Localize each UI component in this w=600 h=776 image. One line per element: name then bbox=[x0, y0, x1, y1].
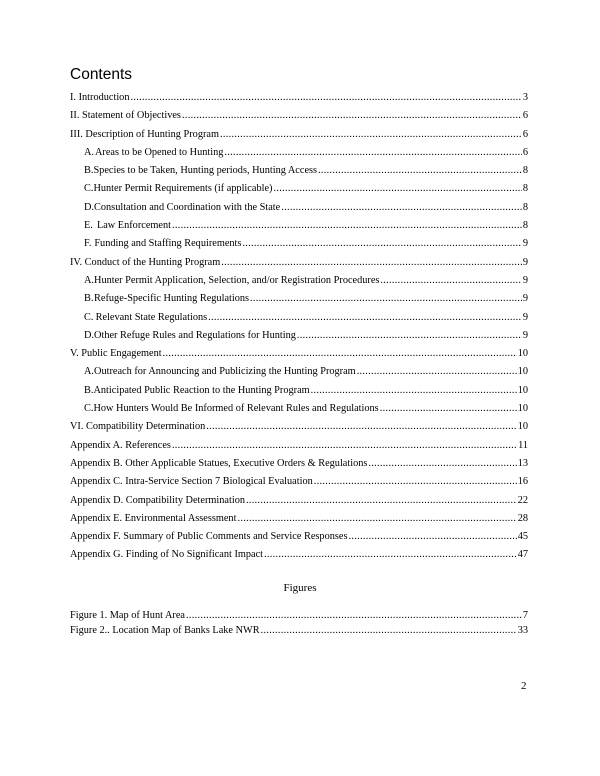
toc-entry-title: VI. Compatibility Determination bbox=[70, 421, 206, 433]
toc-entry-page: 47 bbox=[517, 549, 528, 561]
toc-entry-letter: E. bbox=[84, 220, 93, 232]
dot-leader bbox=[224, 144, 521, 162]
dot-leader bbox=[264, 546, 517, 564]
toc-entry[interactable] bbox=[70, 254, 528, 272]
dot-leader bbox=[206, 418, 516, 436]
dot-leader bbox=[246, 492, 517, 510]
toc-entry[interactable] bbox=[70, 162, 528, 180]
toc-entry-title: IV. Conduct of the Hunting Program bbox=[70, 256, 221, 268]
figures-heading: Figures bbox=[283, 582, 317, 594]
toc-entry-title: Consultation and Coordination with the State bbox=[94, 201, 281, 213]
page-number: 2 bbox=[521, 680, 527, 692]
dot-leader bbox=[220, 126, 522, 144]
dot-leader bbox=[357, 363, 517, 381]
dot-leader bbox=[182, 107, 522, 125]
toc-entry-page: 6 bbox=[522, 146, 528, 158]
dot-leader bbox=[380, 272, 521, 290]
toc-entry-title: How Hunters Would Be Informed of Relevant Rules and Regulations bbox=[93, 403, 379, 415]
toc-entry[interactable] bbox=[70, 180, 528, 198]
dot-leader bbox=[281, 199, 522, 217]
toc-entry-title: Species to be Taken, Hunting periods, Hunting Access bbox=[93, 165, 318, 177]
toc-entry-title: Appendix E. Environmental Assessment bbox=[70, 512, 237, 524]
toc-entry-title: Figure 1. Map of Hunt Area bbox=[70, 610, 185, 621]
toc-entry-title: Appendix B. Other Applicable Statues, Executive Orders & Regulations bbox=[70, 457, 368, 469]
toc-entry[interactable] bbox=[70, 272, 528, 290]
dot-leader bbox=[250, 290, 522, 308]
toc-entry[interactable] bbox=[70, 345, 528, 363]
toc-entry-letter: A. bbox=[84, 146, 95, 158]
dot-leader bbox=[297, 327, 522, 345]
toc-entry[interactable] bbox=[70, 510, 528, 528]
dot-leader bbox=[311, 382, 517, 400]
toc-entry-letter: D. bbox=[84, 201, 95, 213]
toc-entry-letter: B. bbox=[84, 293, 94, 305]
toc-entry-letter: A. bbox=[84, 274, 95, 286]
dot-leader bbox=[348, 528, 516, 546]
toc-entry-page: 28 bbox=[517, 512, 528, 524]
toc-entry-page: 11 bbox=[518, 439, 528, 451]
contents-heading: Contents bbox=[70, 66, 133, 83]
dot-leader bbox=[318, 162, 522, 180]
dot-leader bbox=[242, 235, 521, 253]
figure-entry[interactable] bbox=[70, 609, 528, 624]
toc-entry-title: Areas to be Opened to Hunting bbox=[95, 146, 224, 158]
dot-leader bbox=[186, 609, 522, 624]
toc-entry[interactable] bbox=[70, 455, 528, 473]
toc-entry-page: 3 bbox=[522, 92, 528, 103]
toc-entry-title: Appendix G. Finding of No Significant Impact bbox=[70, 549, 264, 561]
toc-entry-letter: C. bbox=[84, 403, 94, 415]
dot-leader bbox=[172, 437, 517, 455]
toc-entry-page: 10 bbox=[517, 366, 528, 378]
toc-entry[interactable] bbox=[70, 327, 528, 345]
toc-entry[interactable] bbox=[70, 217, 528, 235]
toc-entry-letter: F. bbox=[84, 238, 92, 250]
toc-entry[interactable] bbox=[70, 363, 528, 381]
toc-entry-letter: B. bbox=[84, 165, 94, 177]
list-of-figures bbox=[70, 609, 528, 638]
toc-entry-page: 8 bbox=[522, 201, 528, 213]
toc-entry-page: 9 bbox=[522, 293, 528, 305]
toc-entry-page: 33 bbox=[517, 624, 528, 636]
dot-leader bbox=[208, 309, 522, 327]
toc-entry-title: I. Introduction bbox=[70, 92, 130, 103]
toc-entry[interactable] bbox=[70, 382, 528, 400]
toc-entry[interactable] bbox=[70, 546, 528, 564]
toc-entry[interactable] bbox=[70, 437, 528, 455]
toc-entry-title: Appendix A. References bbox=[70, 439, 171, 451]
dot-leader bbox=[380, 400, 517, 418]
toc-entry-title: Anticipated Public Reaction to the Hunting Program bbox=[93, 384, 310, 396]
toc-entry-title: Appendix F. Summary of Public Comments and Service Responses bbox=[70, 531, 348, 543]
toc-entry-letter: D. bbox=[84, 329, 95, 341]
toc-entry[interactable] bbox=[70, 89, 528, 107]
toc-entry[interactable] bbox=[70, 473, 528, 491]
dot-leader bbox=[368, 455, 516, 473]
dot-leader bbox=[273, 180, 521, 198]
toc-entry-title: Outreach for Announcing and Publicizing the Hunting Program bbox=[94, 366, 356, 378]
toc-entry-title: Appendix D. Compatibility Determination bbox=[70, 494, 246, 506]
toc-entry[interactable] bbox=[70, 144, 528, 162]
toc-entry-letter: A. bbox=[84, 366, 95, 378]
toc-entry[interactable] bbox=[70, 492, 528, 510]
toc-entry-title: Refuge-Specific Hunting Regulations bbox=[94, 293, 250, 305]
toc-entry-page: 9 bbox=[522, 274, 528, 286]
toc-entry-page: 7 bbox=[522, 610, 528, 621]
toc-entry[interactable] bbox=[70, 309, 528, 327]
toc-entry-title: II. Statement of Objectives bbox=[70, 110, 181, 122]
dot-leader bbox=[172, 217, 522, 235]
figure-entry[interactable] bbox=[70, 624, 528, 639]
toc-entry[interactable] bbox=[70, 199, 528, 217]
toc-entry-page: 9 bbox=[522, 238, 528, 250]
toc-entry-title: Hunter Permit Requirements (if applicable) bbox=[93, 183, 273, 195]
toc-entry[interactable] bbox=[70, 107, 528, 125]
toc-entry-title: Funding and Staffing Requirements bbox=[94, 238, 242, 250]
toc-entry-page: 10 bbox=[517, 348, 528, 360]
toc-entry-title: Relevant State Regulations bbox=[95, 311, 208, 323]
toc-entry-page: 22 bbox=[517, 494, 528, 506]
toc-entry-letter: B. bbox=[84, 384, 94, 396]
toc-entry-title: Other Refuge Rules and Regulations for Hunting bbox=[94, 329, 296, 341]
toc-entry-page: 9 bbox=[522, 256, 528, 268]
toc-entry[interactable] bbox=[70, 126, 528, 144]
dot-leader bbox=[314, 473, 517, 491]
toc-entry[interactable] bbox=[70, 400, 528, 418]
dot-leader bbox=[163, 345, 517, 363]
toc-entry[interactable] bbox=[70, 235, 528, 253]
toc-entry-page: 9 bbox=[522, 311, 528, 323]
toc-entry[interactable] bbox=[70, 290, 528, 308]
toc-entry-page: 45 bbox=[517, 531, 528, 543]
toc-entry-page: 8 bbox=[522, 220, 528, 232]
toc-entry-title: Appendix C. Intra-Service Section 7 Biological Evaluation bbox=[70, 476, 313, 488]
dot-leader bbox=[221, 254, 522, 272]
toc-entry-page: 10 bbox=[517, 421, 528, 433]
toc-entry-page: 13 bbox=[517, 457, 528, 469]
toc-entry-page: 10 bbox=[517, 384, 528, 396]
toc-entry-letter: C. bbox=[84, 183, 94, 195]
toc-entry-title: Hunter Permit Application, Selection, and/or Registration Procedures bbox=[94, 274, 380, 286]
toc-entry-title: Figure 2.. Location Map of Banks Lake NWR bbox=[70, 624, 260, 636]
table-of-contents bbox=[70, 89, 528, 565]
toc-entry-title: V. Public Engagement bbox=[70, 348, 162, 360]
dot-leader bbox=[237, 510, 516, 528]
toc-entry-title: III. Description of Hunting Program bbox=[70, 128, 219, 140]
toc-entry-page: 8 bbox=[522, 165, 528, 177]
dot-leader bbox=[261, 624, 517, 639]
toc-entry[interactable] bbox=[70, 418, 528, 436]
toc-entry-page: 6 bbox=[522, 110, 528, 122]
toc-entry-page: 10 bbox=[517, 403, 528, 415]
toc-entry-page: 16 bbox=[517, 476, 528, 488]
toc-entry-page: 9 bbox=[522, 329, 528, 341]
dot-leader bbox=[130, 89, 521, 107]
toc-entry-page: 8 bbox=[522, 183, 528, 195]
toc-entry-title: Law Enforcement bbox=[96, 220, 171, 232]
toc-entry-letter: C. bbox=[84, 311, 94, 323]
toc-entry[interactable] bbox=[70, 528, 528, 546]
toc-entry-page: 6 bbox=[522, 128, 528, 140]
